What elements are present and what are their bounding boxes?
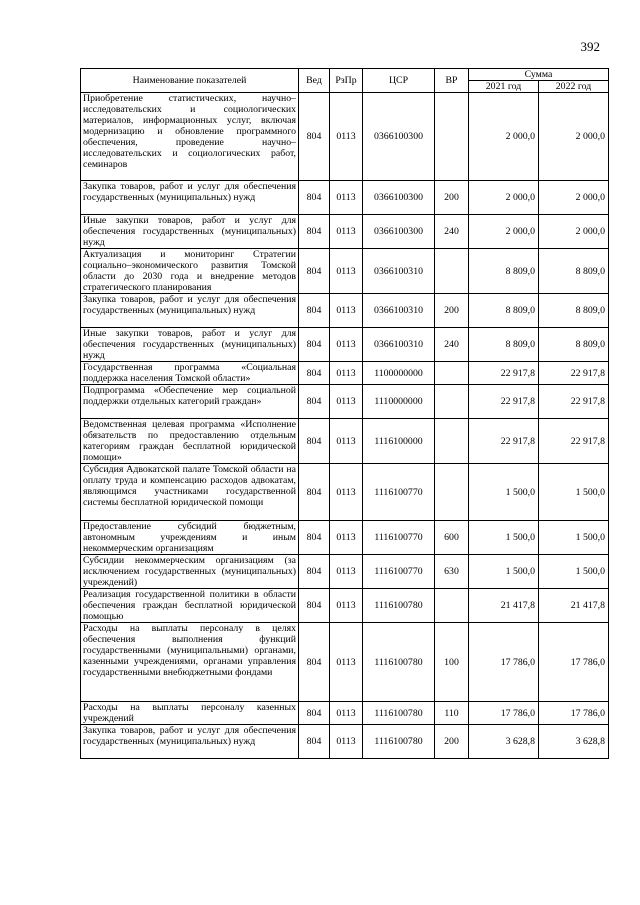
row-name-cell: Субсидии некоммерческим организациям (за исключением государственных (муниципальных) учреждений): [81, 555, 299, 589]
row-rzpr-cell: 0113: [330, 464, 363, 521]
row-csr-cell: 1116100770: [363, 464, 435, 521]
row-ved-cell: 804: [299, 249, 330, 294]
row-name-cell: Ведомственная целевая программа «Исполнение обязательств по предоставлению отдельным категориям граждан бесплатной юридической помощи»: [81, 419, 299, 464]
row-sum-2022-cell: 8 809,0: [539, 249, 609, 294]
row-ved-cell: 804: [299, 181, 330, 215]
row-ved-cell: 804: [299, 623, 330, 702]
table-row: [81, 328, 609, 362]
row-vr-cell: [435, 385, 469, 419]
row-sum-2021-cell: 1 500,0: [469, 555, 539, 589]
table-row: [81, 362, 609, 385]
header-year-2022: 2022 год: [539, 81, 609, 93]
row-sum-2022-cell: 2 000,0: [539, 181, 609, 215]
row-sum-2022-cell: 1 500,0: [539, 464, 609, 521]
row-rzpr-cell: 0113: [330, 181, 363, 215]
row-csr-cell: 0366100300: [363, 181, 435, 215]
row-ved-cell: 804: [299, 215, 330, 249]
row-ved-cell: 804: [299, 362, 330, 385]
row-name-cell: Расходы на выплаты персоналу казенных учреждений: [81, 702, 299, 725]
row-ved-cell: 804: [299, 589, 330, 623]
table-header: [81, 69, 609, 93]
row-name-cell: Государственная программа «Социальная поддержка населения Томской области»: [81, 362, 299, 385]
row-name-cell: Актуализация и мониторинг Стратегии социально–экономического развития Томской области до 2030 года и внедрение методов стратегического планирования: [81, 249, 299, 294]
table-row: [81, 419, 609, 464]
row-vr-cell: 240: [435, 215, 469, 249]
table-row: [81, 294, 609, 328]
row-sum-2021-cell: 2 000,0: [469, 93, 539, 181]
row-rzpr-cell: 0113: [330, 623, 363, 702]
table-row: [81, 555, 609, 589]
row-sum-2021-cell: 21 417,8: [469, 589, 539, 623]
row-rzpr-cell: 0113: [330, 521, 363, 555]
row-sum-2022-cell: 22 917,8: [539, 362, 609, 385]
row-sum-2021-cell: 22 917,8: [469, 385, 539, 419]
table-row: [81, 702, 609, 725]
row-rzpr-cell: 0113: [330, 702, 363, 725]
row-sum-2022-cell: 1 500,0: [539, 521, 609, 555]
row-sum-2021-cell: 8 809,0: [469, 328, 539, 362]
row-vr-cell: [435, 249, 469, 294]
header-name: Наименование показателей: [81, 69, 299, 93]
row-vr-cell: 100: [435, 623, 469, 702]
header-sum: Сумма: [469, 69, 609, 81]
table-row: [81, 93, 609, 181]
row-sum-2022-cell: 8 809,0: [539, 328, 609, 362]
row-rzpr-cell: 0113: [330, 419, 363, 464]
row-sum-2022-cell: 21 417,8: [539, 589, 609, 623]
row-sum-2021-cell: 2 000,0: [469, 181, 539, 215]
row-sum-2021-cell: 22 917,8: [469, 419, 539, 464]
row-sum-2021-cell: 8 809,0: [469, 294, 539, 328]
row-name-cell: Подпрограмма «Обеспечение мер социальной поддержки отдельных категорий граждан»: [81, 385, 299, 419]
row-rzpr-cell: 0113: [330, 328, 363, 362]
table-row: [81, 215, 609, 249]
row-name-cell: Приобретение статистических, научно–исследовательских и социологических материалов, информационных услуг, включая модернизацию и обновление программного обеспечения, проведение научно–исследовательских и социологических работ, семинаров: [81, 93, 299, 181]
row-sum-2021-cell: 3 628,8: [469, 725, 539, 759]
row-csr-cell: 0366100310: [363, 249, 435, 294]
row-sum-2021-cell: 17 786,0: [469, 623, 539, 702]
row-ved-cell: 804: [299, 385, 330, 419]
row-csr-cell: 1116100770: [363, 555, 435, 589]
row-vr-cell: 600: [435, 521, 469, 555]
row-ved-cell: 804: [299, 93, 330, 181]
row-ved-cell: 804: [299, 464, 330, 521]
row-ved-cell: 804: [299, 328, 330, 362]
table-row: [81, 464, 609, 521]
row-csr-cell: 1116100780: [363, 623, 435, 702]
table-row: [81, 725, 609, 759]
row-sum-2022-cell: 2 000,0: [539, 215, 609, 249]
table-body: [81, 93, 609, 759]
row-ved-cell: 804: [299, 555, 330, 589]
header-vr: ВР: [435, 69, 469, 93]
row-vr-cell: 630: [435, 555, 469, 589]
header-ved: Вед: [299, 69, 330, 93]
row-vr-cell: [435, 419, 469, 464]
row-vr-cell: 200: [435, 181, 469, 215]
row-name-cell: Реализация государственной политики в области обеспечения граждан бесплатной юридической помощью: [81, 589, 299, 623]
row-rzpr-cell: 0113: [330, 725, 363, 759]
row-sum-2022-cell: 17 786,0: [539, 702, 609, 725]
row-vr-cell: [435, 362, 469, 385]
row-sum-2022-cell: 2 000,0: [539, 93, 609, 181]
row-csr-cell: 1116100780: [363, 702, 435, 725]
table-row: [81, 589, 609, 623]
table-row: [81, 181, 609, 215]
row-name-cell: Закупка товаров, работ и услуг для обеспечения государственных (муниципальных) нужд: [81, 181, 299, 215]
row-name-cell: Предоставление субсидий бюджетным, автономным учреждениям и иным некоммерческим организациям: [81, 521, 299, 555]
row-sum-2022-cell: 3 628,8: [539, 725, 609, 759]
row-sum-2021-cell: 2 000,0: [469, 215, 539, 249]
row-vr-cell: 240: [435, 328, 469, 362]
header-year-2021: 2021 год: [469, 81, 539, 93]
row-name-cell: Субсидия Адвокатской палате Томской области на оплату труда и компенсацию расходов адвокатам, являющимся участниками государственной системы бесплатной юридической помощи: [81, 464, 299, 521]
header-csr: ЦСР: [363, 69, 435, 93]
row-csr-cell: 0366100300: [363, 215, 435, 249]
row-vr-cell: [435, 464, 469, 521]
table-row: [81, 385, 609, 419]
row-sum-2022-cell: 1 500,0: [539, 555, 609, 589]
row-csr-cell: 1100000000: [363, 362, 435, 385]
row-vr-cell: 200: [435, 294, 469, 328]
row-sum-2022-cell: 17 786,0: [539, 623, 609, 702]
row-rzpr-cell: 0113: [330, 294, 363, 328]
row-vr-cell: [435, 93, 469, 181]
row-vr-cell: 200: [435, 725, 469, 759]
row-rzpr-cell: 0113: [330, 362, 363, 385]
row-vr-cell: [435, 589, 469, 623]
table-row: [81, 521, 609, 555]
table-row: [81, 249, 609, 294]
row-ved-cell: 804: [299, 725, 330, 759]
row-name-cell: Закупка товаров, работ и услуг для обеспечения государственных (муниципальных) нужд: [81, 294, 299, 328]
row-rzpr-cell: 0113: [330, 249, 363, 294]
row-sum-2022-cell: 22 917,8: [539, 419, 609, 464]
row-name-cell: Закупка товаров, работ и услуг для обеспечения государственных (муниципальных) нужд: [81, 725, 299, 759]
row-rzpr-cell: 0113: [330, 555, 363, 589]
header-rzpr: РзПр: [330, 69, 363, 93]
row-csr-cell: 1116100000: [363, 419, 435, 464]
row-sum-2021-cell: 17 786,0: [469, 702, 539, 725]
row-ved-cell: 804: [299, 521, 330, 555]
row-sum-2021-cell: 22 917,8: [469, 362, 539, 385]
row-csr-cell: 1116100770: [363, 521, 435, 555]
row-csr-cell: 1110000000: [363, 385, 435, 419]
row-rzpr-cell: 0113: [330, 93, 363, 181]
row-name-cell: Иные закупки товаров, работ и услуг для обеспечения государственных (муниципальных) нужд: [81, 328, 299, 362]
row-csr-cell: 0366100310: [363, 294, 435, 328]
row-csr-cell: 1116100780: [363, 589, 435, 623]
row-rzpr-cell: 0113: [330, 215, 363, 249]
row-rzpr-cell: 0113: [330, 589, 363, 623]
row-rzpr-cell: 0113: [330, 385, 363, 419]
row-sum-2021-cell: 1 500,0: [469, 464, 539, 521]
table-row: [81, 623, 609, 702]
row-csr-cell: 0366100310: [363, 328, 435, 362]
row-csr-cell: 1116100780: [363, 725, 435, 759]
page-number: 392: [580, 39, 600, 54]
row-vr-cell: 110: [435, 702, 469, 725]
row-sum-2022-cell: 8 809,0: [539, 294, 609, 328]
row-csr-cell: 0366100300: [363, 93, 435, 181]
row-ved-cell: 804: [299, 294, 330, 328]
row-ved-cell: 804: [299, 702, 330, 725]
row-name-cell: Иные закупки товаров, работ и услуг для обеспечения государственных (муниципальных) нужд: [81, 215, 299, 249]
row-sum-2022-cell: 22 917,8: [539, 385, 609, 419]
budget-table: [80, 68, 609, 759]
row-ved-cell: 804: [299, 419, 330, 464]
row-sum-2021-cell: 8 809,0: [469, 249, 539, 294]
row-name-cell: Расходы на выплаты персоналу в целях обеспечения выполнения функций государственными (муниципальными) органами, казенными учреждениями, органами управления государственными внебюджетными фондами: [81, 623, 299, 702]
row-sum-2021-cell: 1 500,0: [469, 521, 539, 555]
